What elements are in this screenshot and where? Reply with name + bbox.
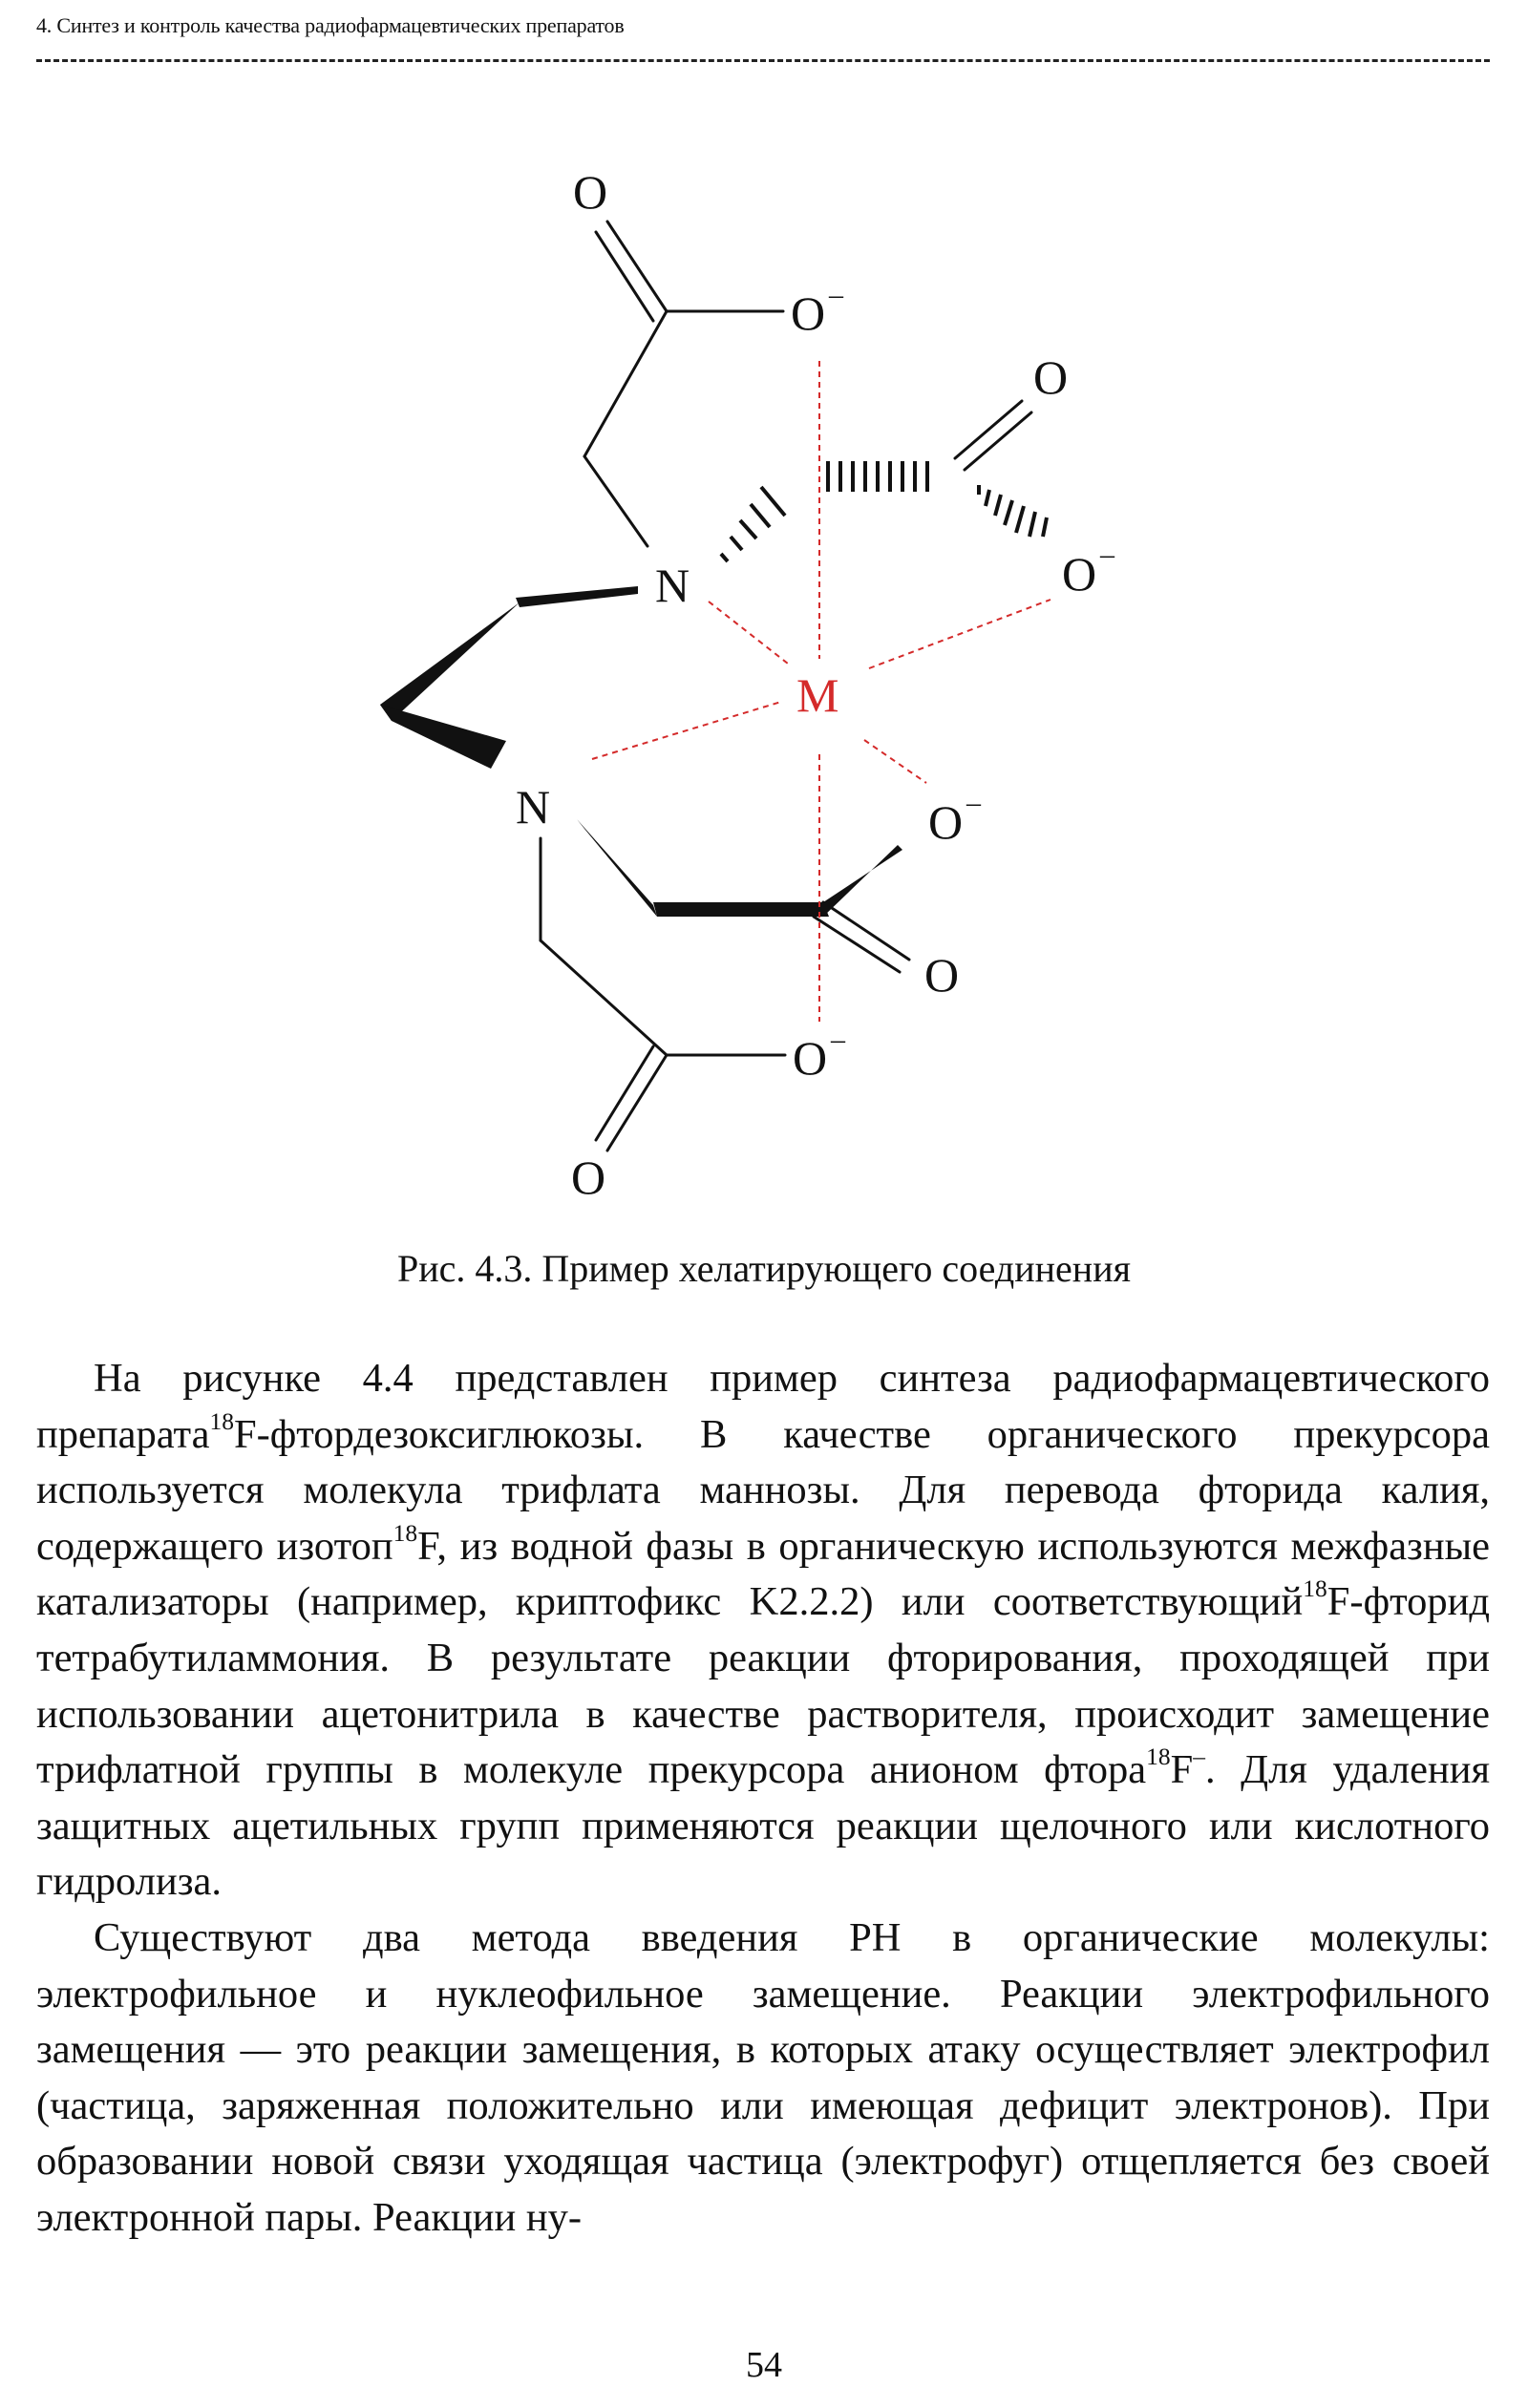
atom-metal: M (796, 668, 839, 722)
isotope-mass-2: 18 (393, 1518, 418, 1547)
atom-n-lower: N (516, 780, 551, 834)
paragraph-1 (36, 1351, 1490, 1911)
wedge-lower-to-o (823, 845, 902, 917)
bond-ch2-c-bottom (541, 940, 667, 1055)
isotope-mass-4: 18 (1146, 1743, 1171, 1771)
atom-o-top: O (573, 165, 608, 219)
bond-ch2-c-top (584, 311, 667, 456)
charge-o-minus-right: – (1100, 539, 1114, 570)
page-number: 54 (746, 2345, 782, 2385)
paragraph-2: Существуют два метода введения РН в органические молекулы: электрофильное и нуклеофильное замещение. Реакции электрофильного замещения — это реакции замещения, в которых атаку осуществляет электрофил (частица, заряженная положительно или имеющая дефицит электронов). При образовании новой связи уходящая частица (электрофуг) отщепляется без своей электронной пары. Реакции ну- (36, 1914, 1490, 2240)
atom-o-minus-bottom: O (793, 1031, 828, 1085)
p1-text-2: F-фтордезоксиглюкозы. В качестве органического прекурсора используется молекула трифлата маннозы. Для перевода фторида калия, содержащего изотоп (36, 1411, 1490, 1569)
atom-o-lower-right: O (924, 948, 960, 1002)
charge-o-minus-bottom: – (831, 1024, 845, 1055)
p1-text-6: . Для удаления защитных ацетильных групп применяются реакции щелочного или кислотного гидролиза. (36, 1747, 1491, 1905)
bond-co-double-bottom-b (596, 1046, 653, 1140)
atom-o-minus-lower-right: O (928, 795, 964, 849)
wedge-ethylene-upper (516, 586, 638, 607)
atom-o-right-top: O (1033, 350, 1069, 404)
p1-text-5: F (1170, 1747, 1194, 1793)
charge-o-minus-top: – (829, 279, 843, 310)
atom-o-minus-top: O (791, 286, 826, 340)
anion-charge: – (1193, 1743, 1205, 1771)
wedge-ethylene-diag (380, 602, 520, 721)
p1-text-1: На рисунке 4.4 представлен пример синтеза радиофармацевтического препарата (36, 1356, 1490, 1457)
atom-n-upper: N (655, 559, 690, 612)
bond-n-ch2-top (584, 456, 647, 546)
isotope-mass-3: 18 (1303, 1574, 1327, 1603)
wedge-lower-arm (577, 819, 657, 917)
wedge-ethylene-lower (380, 705, 506, 769)
atom-o-bottom: O (571, 1151, 606, 1204)
bond-co-double-bottom-a (607, 1055, 667, 1151)
isotope-mass-1: 18 (209, 1406, 234, 1435)
body-text (36, 1351, 1490, 2247)
p1-text-3: F, из водной фазы в органическую используются межфазные катализаторы (например, криптофикс K2.2.2) или соответствующий (36, 1523, 1491, 1625)
charge-o-minus-lower-right: – (966, 787, 981, 818)
atom-o-minus-right: O (1062, 547, 1097, 601)
figure-caption: Рис. 4.3. Пример хелатирующего соединения (396, 1247, 1131, 1290)
wedge-lower-carbon (653, 902, 829, 917)
p1-text-4: F-фторид тетрабутиламмония. В результате реакции фторирования, проходящей при использовании ацетонитрила в качестве растворителя, происходит замещение трифлатной группы в молекуле прекурсора анионом фтора (36, 1579, 1490, 1793)
running-header: 4. Синтез и контроль качества радиофармацевтических препаратов (36, 13, 625, 37)
hashed-bonds (721, 461, 1047, 561)
